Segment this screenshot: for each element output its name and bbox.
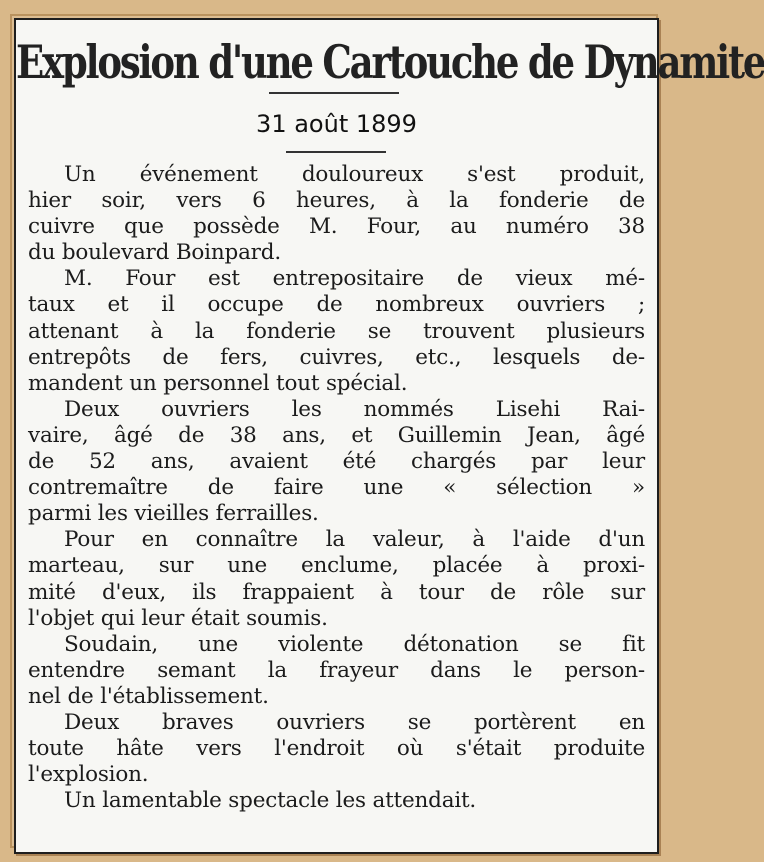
article-line: cuivre que possède M. Four, au numéro 38 <box>28 214 645 240</box>
article-line: Un lamentable spectacle les attendait. <box>64 788 477 814</box>
article-line: mité d'eux, ils frappaient à tour de rôle sur <box>28 579 645 605</box>
article-line: du boulevard Boinpard. <box>28 240 281 266</box>
article-line: mandent un personnel tout spécial. <box>28 370 408 396</box>
article-line: contremaître de faire une « sélection » <box>28 475 645 501</box>
article-line: Deux ouvriers les nommés Lisehi Rai- <box>64 396 645 422</box>
article-line: vaire, âgé de 38 ans, et Guillemin Jean, âgé <box>28 422 645 448</box>
article-line: marteau, sur une enclume, placée à proxi- <box>28 553 645 579</box>
article-body <box>28 162 645 814</box>
article-line: toute hâte vers l'endroit où s'était produite <box>28 736 645 762</box>
article-line: Un événement douloureux s'est produit, <box>64 162 645 187</box>
date-divider <box>286 151 386 153</box>
article-line: Pour en connaître la valeur, à l'aide d'un <box>64 527 645 553</box>
article-line: entrepôts de fers, cuivres, etc., lesquels de- <box>28 344 645 370</box>
article-line: nel de l'établissement. <box>28 683 269 709</box>
article-line: taux et il occupe de nombreux ouvriers ; <box>28 292 645 318</box>
article-line: parmi les vieilles ferrailles. <box>28 501 319 527</box>
article-line: l'objet qui leur était soumis. <box>28 605 328 631</box>
article-line: l'explosion. <box>28 762 149 788</box>
article-line: entendre semant la frayeur dans le person- <box>28 657 645 683</box>
article-line: de 52 ans, avaient été chargés par leur <box>28 449 645 475</box>
article-line: Soudain, une violente détonation se fit <box>64 631 645 657</box>
title-divider <box>269 92 399 94</box>
newspaper-clipping <box>14 18 764 854</box>
article-line: hier soir, vers 6 heures, à la fonderie de <box>28 188 645 214</box>
article-line: M. Four est entrepositaire de vieux mé- <box>64 266 645 292</box>
article-title: Explosion d'une Cartouche de Dynamite <box>16 34 764 89</box>
article-date: 31 août 1899 <box>256 110 417 138</box>
article-line: attenant à la fonderie se trouvent plusieurs <box>28 318 645 344</box>
article-line: Deux braves ouvriers se portèrent en <box>64 709 645 735</box>
